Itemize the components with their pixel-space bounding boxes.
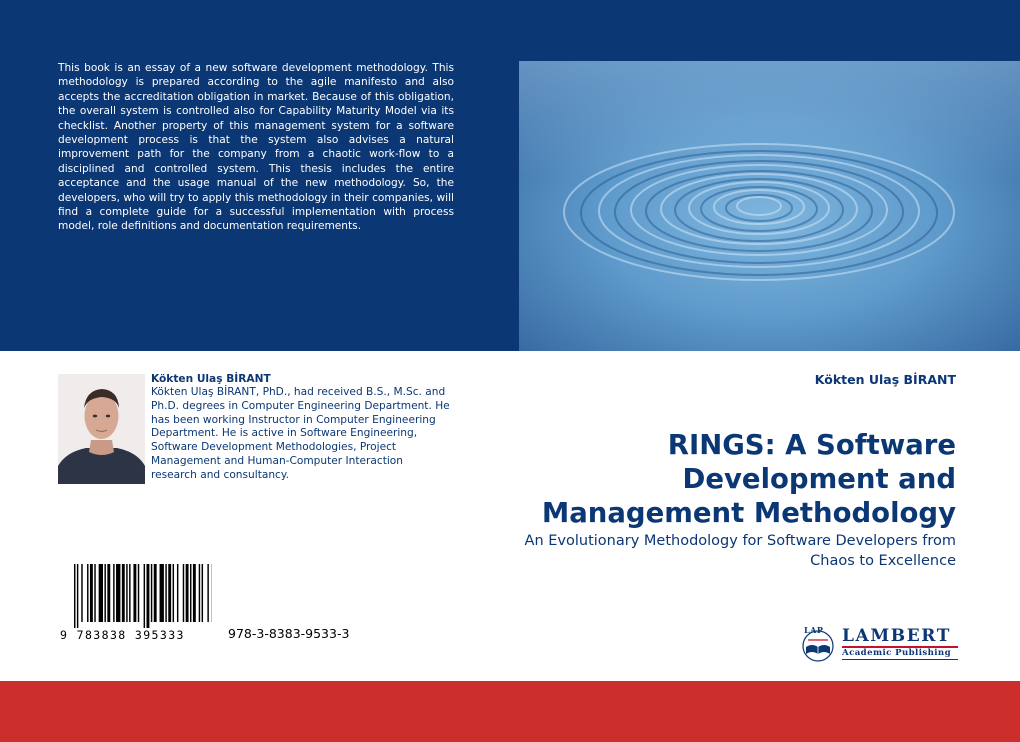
back-cover-blurb: This book is an essay of a new software development methodology. This methodology is prepared according to the agile manifesto and also accepts the accreditation obligation in market. Because of this obligation, the overall system is controlled also for Capability Maturity Model via its checklist. Another property of this management system for a software development process is that the system also advises a natural improvement path for the company from a chaotic work-flow to a disciplined and controlled system. This thesis includes the entire acceptance and the usage manual of the new methodology. So, the developers, who will try to apply this methodology in their companies, will find a complete guide for a successful implementation with process model, role definitions and documentation requirements. (58, 62, 454, 233)
author-bio-text: Kökten Ulaş BİRANT, PhD., had received B.S., M.Sc. and Ph.D. degrees in Computer Engineering Department. He has been working Instructor in Computer Engineering Department. He is active in Software Engineering, Software Development Methodologies, Project Management and Human-Computer Interaction research and consultancy. (151, 386, 450, 481)
publisher-logo (798, 625, 960, 665)
publisher-tagline: Academic Publishing (842, 648, 951, 658)
isbn-number: 978-3-8383-9533-3 (228, 626, 350, 641)
publisher-name: LAMBERT (842, 626, 951, 646)
publisher-underline (842, 659, 958, 660)
publisher-emblem-text: LAP (804, 625, 824, 635)
barcode-digits: 9 783838 395333 (60, 628, 185, 642)
water-ripples-image (519, 61, 1020, 351)
bottom-red-band (0, 681, 1020, 742)
bio-author-name: Kökten Ulaş BİRANT (151, 373, 271, 385)
open-book-icon (798, 625, 838, 663)
front-author-name: Kökten Ulaş BİRANT (814, 372, 956, 387)
book-title: RINGS: A Software Development and Management Methodology (541, 429, 956, 529)
author-portrait-image (58, 374, 145, 484)
book-subtitle: An Evolutionary Methodology for Software Developers from Chaos to Excellence (524, 533, 956, 569)
